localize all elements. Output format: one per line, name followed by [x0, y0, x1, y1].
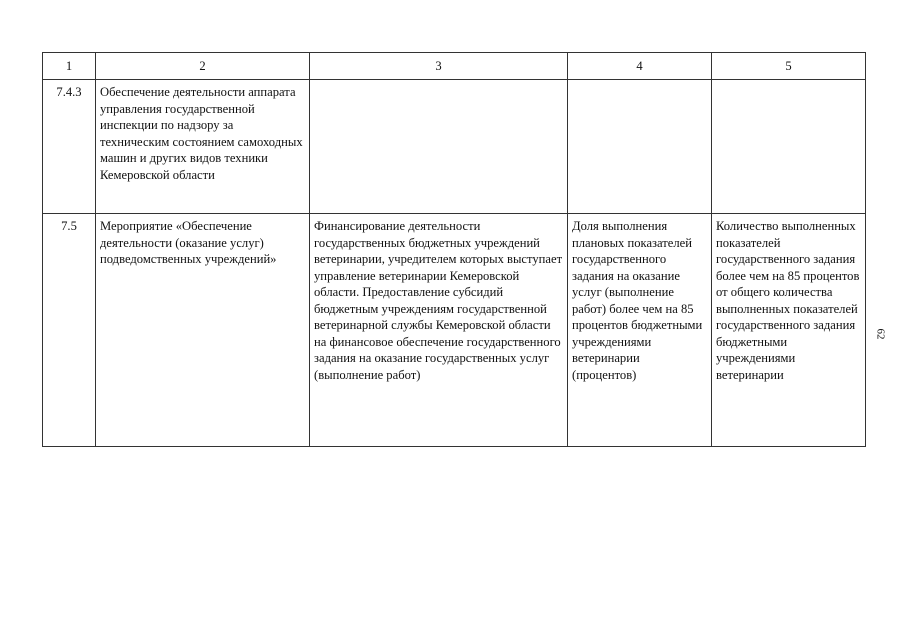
header-cell-3: 3 — [310, 53, 568, 80]
description-cell — [310, 80, 568, 214]
page-number: 62 — [874, 328, 887, 340]
table-row — [43, 80, 866, 214]
activity-name-cell: Мероприятие «Обеспечение деятельности (оказание услуг) подведомственных учреждений» — [96, 214, 310, 447]
activity-name-cell: Обеспечение деятельности аппарата управления государственной инспекции по надзору за техническим состоянием самоходных машин и других видов техники Кемеровской области — [96, 80, 310, 214]
result-cell: Количество выполненных показателей государственного задания более чем на 85 процентов от общего количества выполненных показателей государственного задания бюджетными учреждениями ветеринарии — [712, 214, 866, 447]
indicator-cell — [568, 80, 712, 214]
header-cell-2: 2 — [96, 53, 310, 80]
row-number-cell: 7.4.3 — [43, 80, 96, 214]
result-cell — [712, 80, 866, 214]
row-number-cell: 7.5 — [43, 214, 96, 447]
header-cell-1: 1 — [43, 53, 96, 80]
description-cell: Финансирование деятельности государственных бюджетных учреждений ветеринарии, учредителем которых выступает управление ветеринарии Кемеровской области. Предоставление субсидий бюджетным учреждениям государственной ветеринарной службы Кемеровской области на финансовое обеспечение государственного задания на оказание государственных услуг (выполнение работ) — [310, 214, 568, 447]
table-row — [43, 214, 866, 447]
table-header-row — [43, 53, 866, 80]
document-table — [42, 52, 866, 447]
header-cell-5: 5 — [712, 53, 866, 80]
indicator-cell: Доля выполнения плановых показателей государственного задания на оказание услуг (выполнение работ) более чем на 85 процентов бюджетными учреждениями ветеринарии (процентов) — [568, 214, 712, 447]
header-cell-4: 4 — [568, 53, 712, 80]
